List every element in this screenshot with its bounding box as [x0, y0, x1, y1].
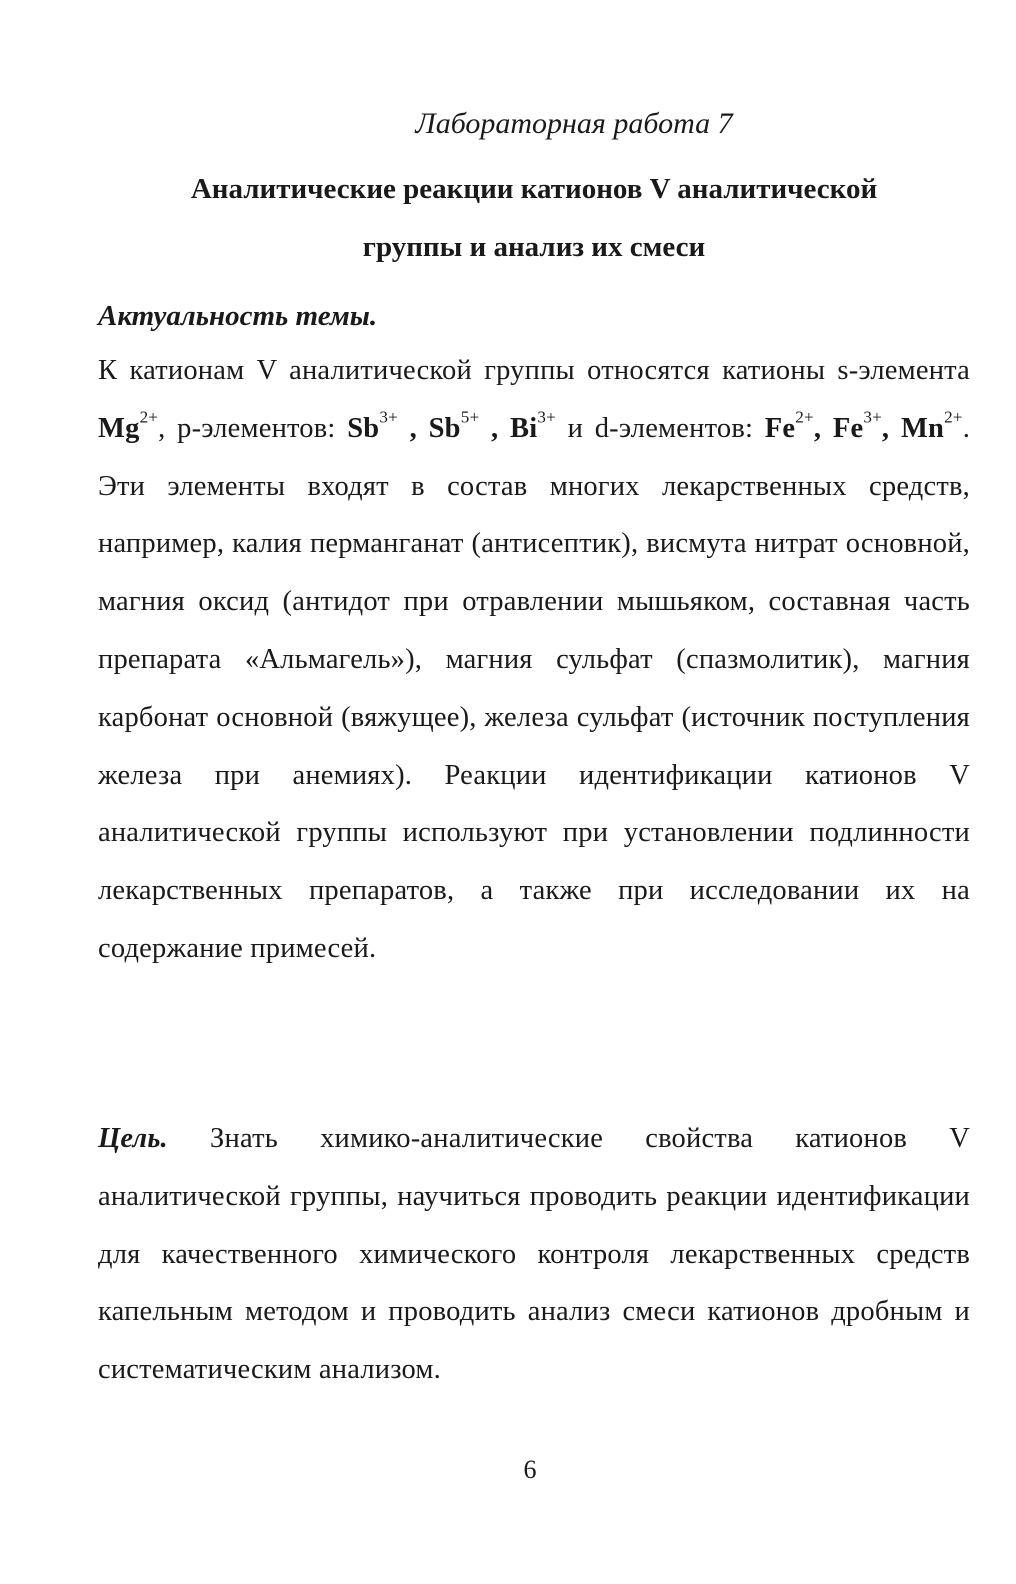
ion-separator: ,	[813, 412, 833, 444]
ion-separator: ,	[881, 412, 901, 444]
document-page	[98, 0, 970, 1584]
ion-separator: ,	[397, 412, 429, 444]
ion-charge: 2+	[944, 407, 963, 427]
ion-antimony-3: $Sb^{3+}$	[347, 407, 398, 444]
page-number: 6	[523, 1455, 537, 1484]
goal-text: Знать химико-аналитические свойства катионов V аналитической группы, научиться проводить реакции идентификации для качественного химического контроля лекарственных средств капельным методом и проводить анализ смеси катионов дробным и систематическим анализом.	[98, 1123, 970, 1386]
ion-charge: 2+	[139, 407, 159, 427]
relevance-paragraph	[98, 342, 970, 978]
ion-separator: ,	[479, 412, 510, 444]
goal-label: Цель.	[98, 1123, 168, 1154]
ion-charge: 3+	[379, 407, 398, 427]
relevance-heading: Актуальность темы.	[98, 300, 378, 332]
ion-charge: 2+	[795, 407, 814, 427]
ion-iron-2: $Fe^{2+}$	[764, 407, 814, 444]
page-title-line-2: группы и анализ их смеси	[362, 231, 706, 263]
relevance-text-2: , p-элементов:	[158, 412, 348, 444]
ion-charge: 3+	[863, 407, 882, 427]
ion-manganese: $Mn^{2+}$	[900, 407, 963, 444]
relevance-text-3: и d-элементов:	[555, 412, 765, 444]
relevance-text-4: . Эти элементы входят в состав многих лекарственных средств, например, калия перманганат (антисептик), висмута нитрат основной, магния оксид (антидот при отравлении мышьяком, составная часть препарата «Альмагель»), магния сульфат (спазмолитик), магния карбонат основной (вяжущее), железа сульфат (источник поступления железа при анемиях). Реакции идентификации катионов V аналитической группы используют при установлении подлинности лекарственных препаратов, а также при исследовании их на содержание примесей.	[98, 412, 971, 964]
ion-antimony-5: $Sb^{5+}$	[428, 407, 480, 444]
page-title-line-1: Аналитические реакции катионов V аналитической	[190, 173, 878, 205]
page-title	[98, 160, 970, 276]
ion-magnesium: $Mg^{2+}$	[98, 407, 159, 444]
ion-iron-3: $Fe^{3+}$	[832, 407, 882, 444]
ion-bismuth: $Bi^{3+}$	[510, 407, 556, 444]
ion-charge: 3+	[537, 407, 556, 427]
ion-charge: 5+	[460, 407, 480, 427]
goal-paragraph	[98, 1110, 970, 1399]
lab-work-title: Лабораторная работа 7	[415, 107, 733, 140]
relevance-text-1: К катионам V аналитической группы относятся катионы s-элемента	[98, 355, 970, 386]
